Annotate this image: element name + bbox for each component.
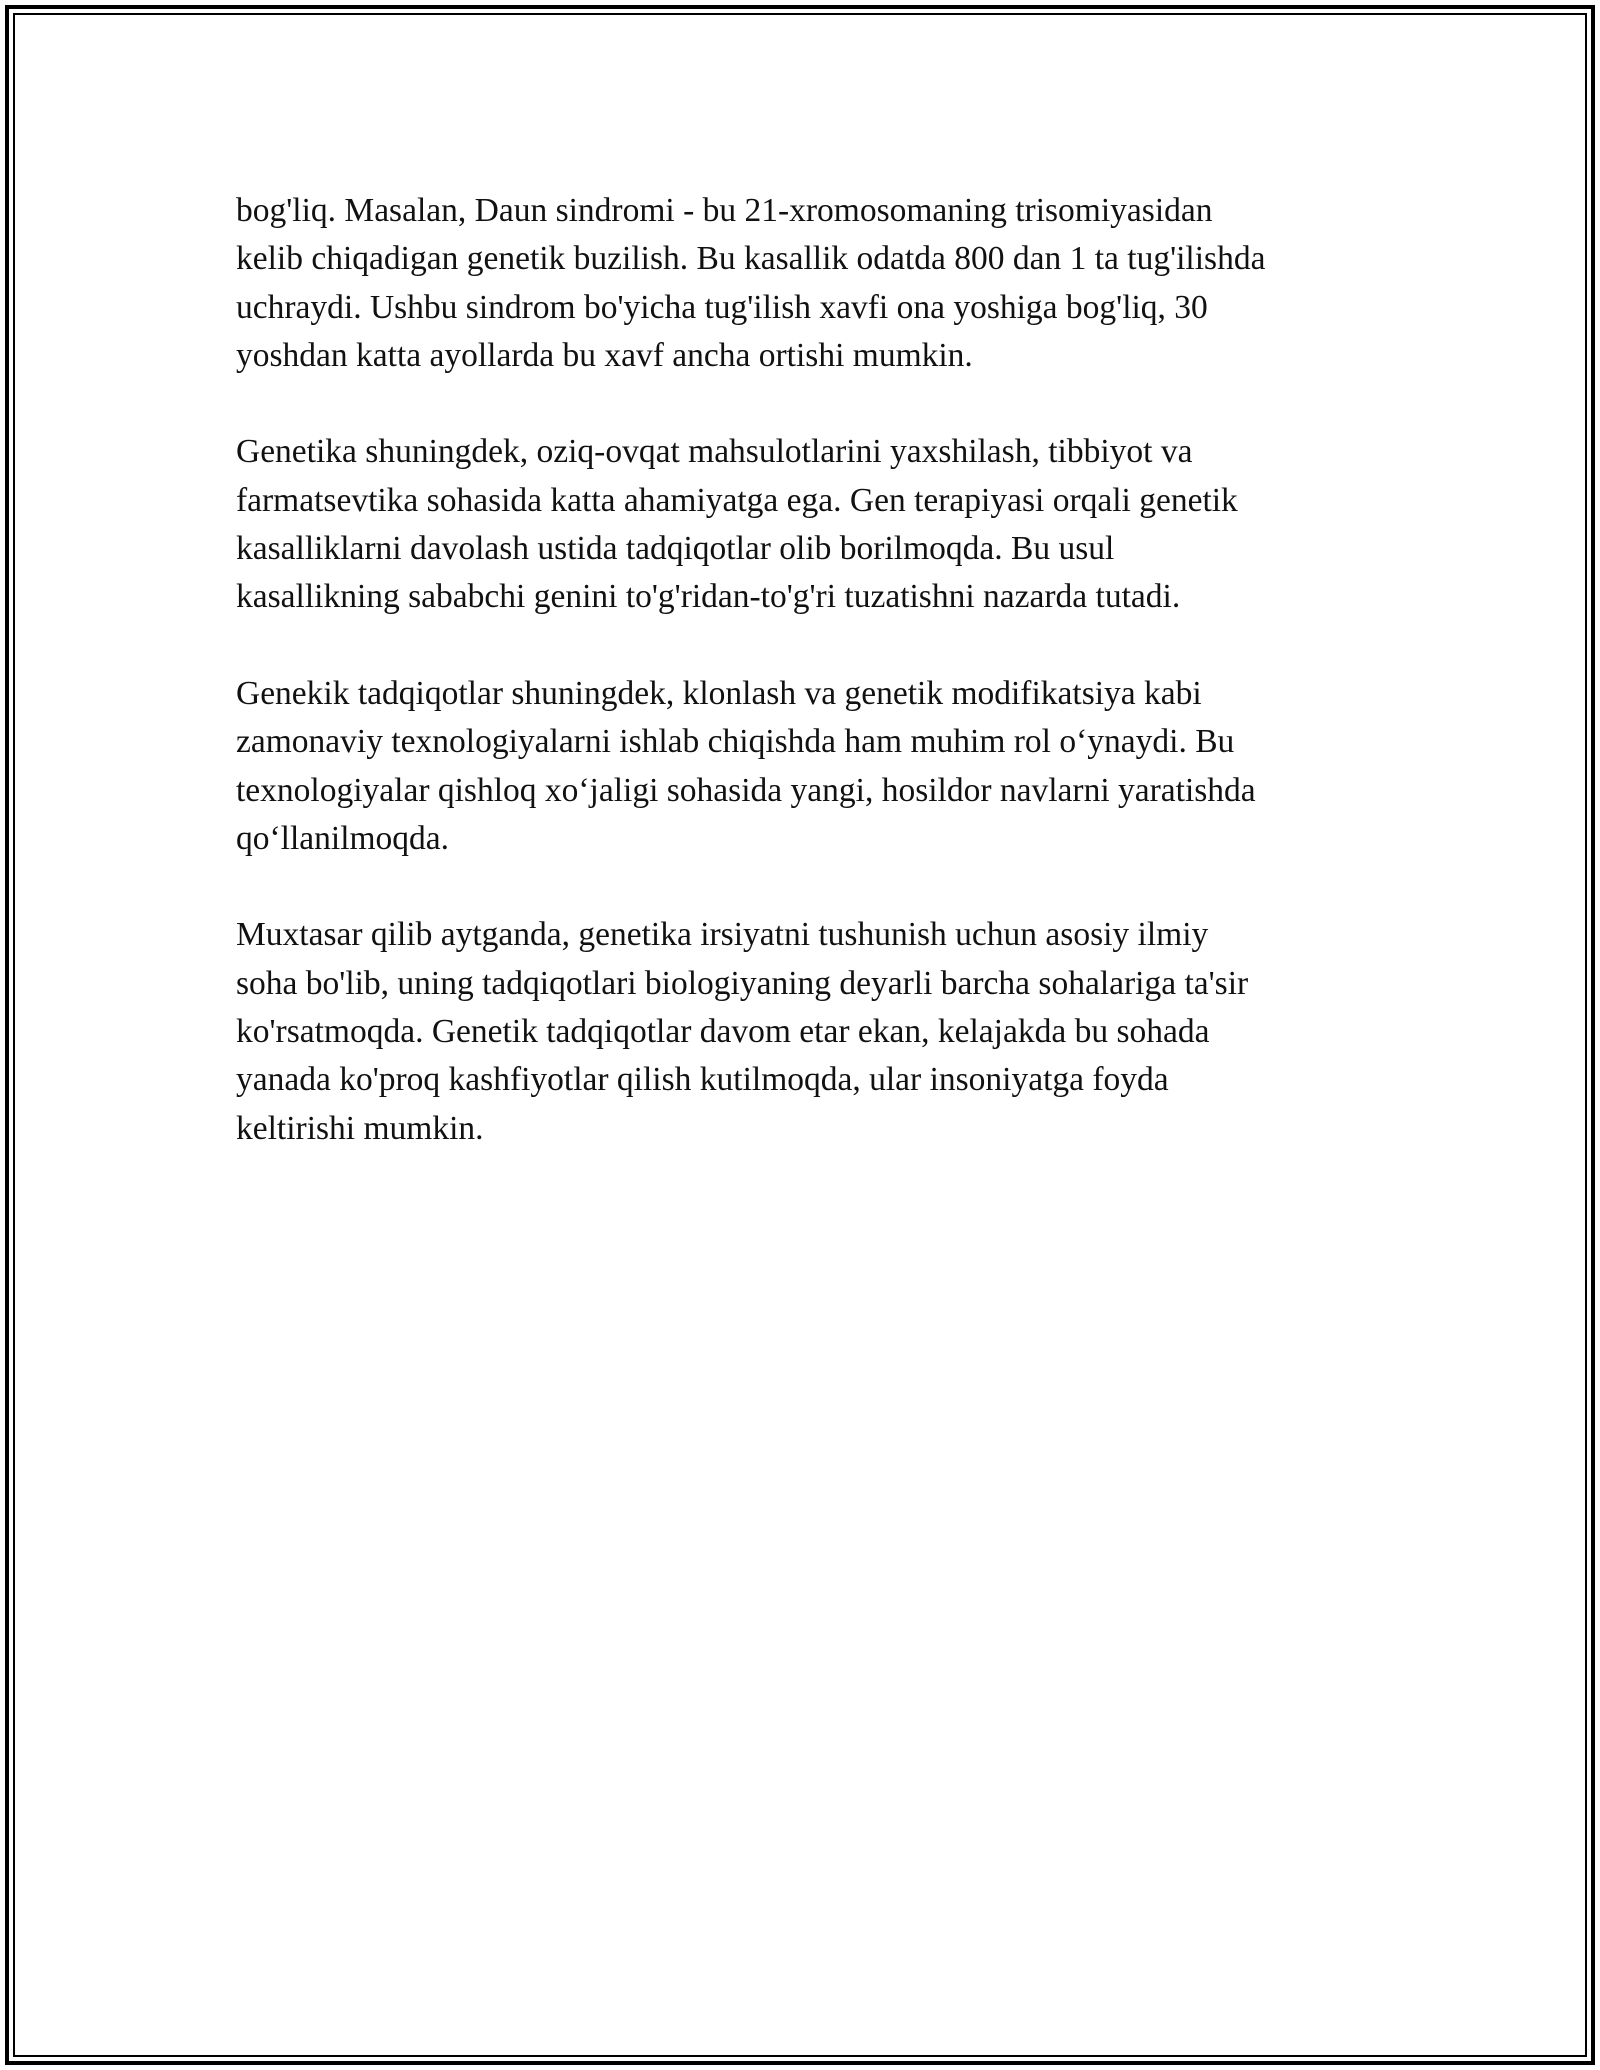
paragraph-line: uchraydi. Ushbu sindrom bo'yicha tug'ilish xavfi ona yoshiga bog'liq, 30	[236, 288, 1208, 326]
paragraph-line: ko'rsatmoqda. Genetik tadqiqotlar davom etar ekan, kelajakda bu sohada	[236, 1013, 1210, 1051]
paragraph-line: texnologiyalar qishloq xo‘jaligi sohasida yangi, hosildor navlarni yaratishda	[236, 771, 1256, 809]
paragraph-line: Genetika shuningdek, oziq-ovqat mahsulotlarini yaxshilash, tibbiyot va	[236, 433, 1193, 471]
paragraph-line: keltirishi mumkin.	[236, 1109, 484, 1147]
paragraph-line: kasallikning sababchi genini to'g'ridan-to'g'ri tuzatishni nazarda tutadi.	[236, 578, 1181, 616]
paragraph-line: Muxtasar qilib aytganda, genetika irsiyatni tushunish uchun asosiy ilmiy	[236, 916, 1209, 954]
paragraph-line: Genekik tadqiqotlar shuningdek, klonlash va genetik modifikatsiya kabi	[236, 674, 1202, 712]
paragraph-line: soha bo'lib, uning tadqiqotlari biologiyaning deyarli barcha sohalariga ta'sir	[236, 964, 1249, 1002]
paragraph-line: kasalliklarni davolash ustida tadqiqotlar olib borilmoqda. Bu usul	[236, 530, 1115, 568]
paragraph-1	[236, 187, 1376, 380]
paragraph-line: qo‘llanilmoqda.	[236, 819, 450, 857]
paragraph-3	[236, 670, 1376, 863]
paragraph-line: bog'liq. Masalan, Daun sindromi - bu 21-xromosomaning trisomiyasidan	[236, 192, 1213, 229]
paragraph-line: yoshdan katta ayollarda bu xavf ancha ortishi mumkin.	[236, 336, 973, 374]
paragraph-4	[236, 911, 1376, 1152]
paragraph-line: kelib chiqadigan genetik buzilish. Bu kasallik odatda 800 dan 1 ta tug'ilishda	[236, 240, 1266, 278]
paragraph-line: yanada ko'proq kashfiyotlar qilish kutilmoqda, ular insoniyatga foyda	[236, 1061, 1169, 1099]
document-body	[236, 187, 1376, 1201]
paragraph-2	[236, 428, 1376, 621]
paragraph-line: zamonaviy texnologiyalarni ishlab chiqishda ham muhim rol o‘ynaydi. Bu	[236, 723, 1235, 761]
paragraph-line: farmatsevtika sohasida katta ahamiyatga ega. Gen terapiyasi orqali genetik	[236, 481, 1238, 519]
